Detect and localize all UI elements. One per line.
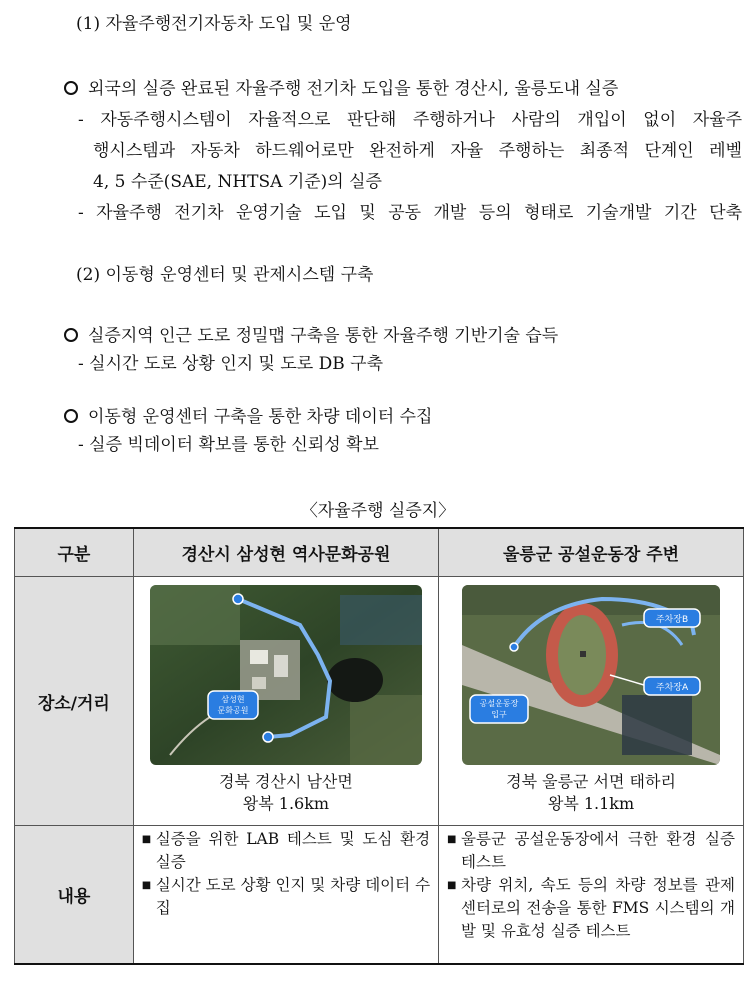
- square-bullet-icon: ■: [141, 880, 152, 891]
- section1-sub1-line2: 행시스템과 자동차 하드웨어로만 완전하게 자율 주행하는 최종적 단계인 레벨: [93, 141, 742, 161]
- map-label-text: 주차장A: [655, 683, 689, 693]
- section1-sub1-line3: 4, 5 수준(SAE, NHTSA 기준)의 실증: [93, 172, 382, 192]
- gyeongsan-location-cell: [133, 577, 438, 826]
- gyeongsan-aerial-map-image: [150, 585, 422, 765]
- gyeongsan-content-cell: [133, 826, 438, 965]
- gyeongsan-distance-text: 왕복 1.6km: [242, 794, 330, 813]
- list-item: ■ 실증을 위한 LAB 테스트 및 도심 환경 실증: [142, 828, 430, 874]
- map-label-text: 삼성현: [221, 695, 245, 704]
- list-item: ■ 차량 위치, 속도 등의 차량 정보를 관제센터로의 전송을 통한 FMS 시스템의 개발 및 유효성 실증 테스트: [447, 874, 735, 943]
- ulleung-distance-text: 왕복 1.1km: [547, 794, 635, 813]
- square-bullet-icon: ■: [447, 834, 457, 845]
- circle-bullet-icon: [64, 328, 78, 342]
- section2-point1: 실증지역 인근 도로 정밀맵 구축을 통한 자율주행 기반기술 습득: [64, 325, 558, 347]
- section2-heading: (2) 이동형 운영센터 및 관제시스템 구축: [76, 265, 374, 285]
- section2-point2: 이동형 운영센터 구축을 통한 차량 데이터 수집: [64, 406, 432, 428]
- section2-point2-sub: - 실증 빅데이터 확보를 통한 신뢰성 확보: [78, 435, 379, 455]
- row-label-content: 내용: [15, 826, 134, 965]
- ulleung-content-cell: [439, 826, 744, 965]
- row-label-location: 장소/거리: [15, 577, 134, 826]
- table-row-location: [15, 577, 744, 826]
- list-item: ■ 울릉군 공설운동장에서 극한 환경 실증 테스트: [447, 828, 735, 874]
- section2-point1-sub: - 실시간 도로 상황 인지 및 도로 DB 구축: [78, 354, 384, 374]
- ulleung-location-cell: [439, 577, 744, 826]
- square-bullet-icon: ■: [141, 834, 152, 845]
- map-label-text: 공설운동장: [479, 699, 519, 708]
- circle-bullet-icon: [64, 409, 78, 423]
- header-ulleung: 울릉군 공설운동장 주변: [439, 528, 744, 577]
- map-label-text: 주차장B: [655, 615, 689, 625]
- table-header-row: [15, 528, 744, 577]
- table-caption: 〈자율주행 실증지〉: [300, 501, 456, 521]
- section1-heading: (1) 자율주행전기자동차 도입 및 운영: [76, 14, 352, 34]
- ulleung-aerial-map-image: [462, 585, 720, 765]
- section1-sub2: - 자율주행 전기차 운영기술 도입 및 공동 개발 등의 형태로 기술개발 기간 단축: [78, 203, 742, 223]
- ulleung-location-text: 경북 울릉군 서면 태하리: [506, 772, 676, 791]
- header-gyeongsan: 경산시 삼성현 역사문화공원: [133, 528, 438, 577]
- test-sites-table: [14, 527, 744, 965]
- map-label-text: 문화공원: [217, 706, 249, 715]
- section1-point: 외국의 실증 완료된 자율주행 전기차 도입을 통한 경산시, 울릉도내 실증: [64, 78, 618, 100]
- header-category: 구분: [15, 528, 134, 577]
- section1-sub1-line1: - 자동주행시스템이 자율적으로 판단해 주행하거나 사람의 개입이 없이 자율주: [78, 110, 742, 130]
- circle-bullet-icon: [64, 81, 78, 95]
- gyeongsan-location-text: 경북 경산시 남산면: [219, 772, 353, 791]
- square-bullet-icon: ■: [447, 880, 457, 891]
- list-item: ■ 실시간 도로 상황 인지 및 차량 데이터 수집: [142, 874, 430, 920]
- map-label-text: 입구: [491, 710, 507, 719]
- table-row-content: [15, 826, 744, 965]
